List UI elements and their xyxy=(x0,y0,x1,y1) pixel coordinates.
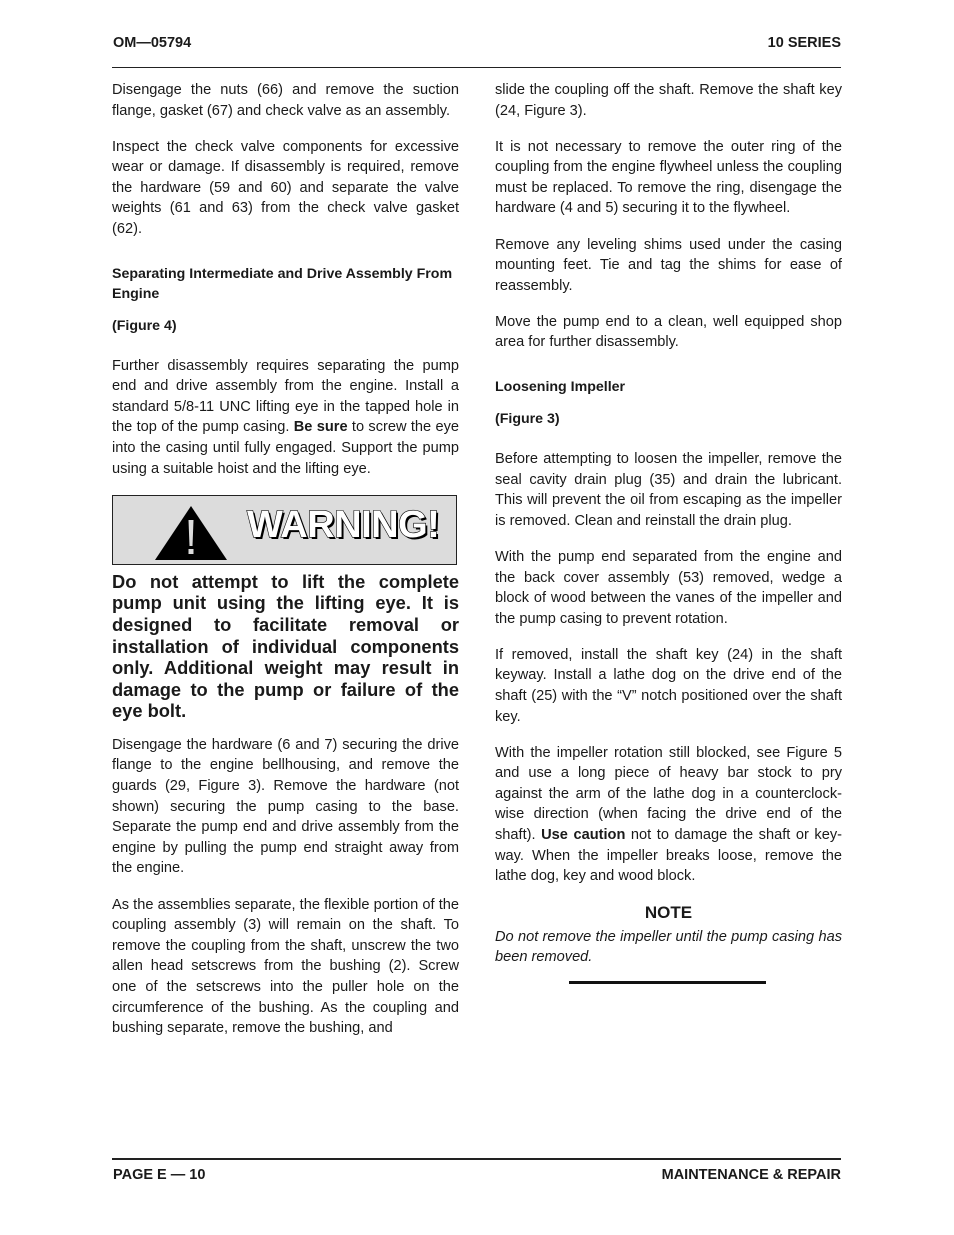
page-number: PAGE E — 10 xyxy=(113,1167,206,1183)
paragraph-coupling: As the assemblies separate, the flexible portion of the coupling assembly (3) will remain on the shaft. To remove the coupling from the shaft, unscrew the two allen head setscrews from the bushing (2). Screw one of the setscrews into the puller hole on the circumference of the bushing. As the coupling and bushing separate, remove the bushing, and xyxy=(112,896,459,1037)
section-heading-separating: Separating Intermediate and Drive Assembly From Engine xyxy=(112,265,453,302)
paragraph-drive-flange: Disengage the hardware (6 and 7) securing the drive flange to the engine bellhousing, and remove the guards (29, Figure 3). Remove the hardware (not shown) securing the pump casing to the base. Separate the pump end and drive assembly from the engine by pulling the pump end straight away from the engine. xyxy=(112,736,459,877)
note-text: Do not remove the impeller until the pump casing has been removed. xyxy=(495,928,842,966)
document-id: OM—05794 xyxy=(113,35,192,51)
section-end-rule xyxy=(569,981,766,984)
warning-message: Do not attempt to lift the complete pump unit using the lifting eye. It is designed to facilitate removal or installation of individual components only. Additional weight may result in damage to the pump or failure of the eye bolt. xyxy=(112,570,459,722)
warning-banner xyxy=(112,495,457,565)
paragraph-drain-plug: Before attempting to loosen the impeller, remove the seal cavity drain plug (35) and drain the lubricant. This will prevent the oil from escaping as the impeller is removed. Clean and reinstall the drain plug. xyxy=(495,451,842,529)
paragraph-pry-bar: With the impeller rotation still blocked, see Figure 5 and use a long piece of heavy bar stock to pry against the arm of the lathe dog in a counterclockwise direction (when facing the drive end of the shaft). Use caution not to damage the shaft or keyway. When the impeller breaks loose, remove the lathe dog, key and wood block. xyxy=(495,744,842,885)
paragraph-outer-ring: It is not necessary to remove the outer ring of the coupling from the engine flywheel unless the coupling must be replaced. To remove the ring, disengage the hardware (4 and 5) securing it to the flywheel. xyxy=(495,138,842,217)
paragraph-shims: Remove any leveling shims used under the casing mounting feet. Tie and tag the shims for ease of reassembly. xyxy=(495,236,842,294)
warning-triangle-icon xyxy=(153,504,229,562)
paragraph-shaft-key: slide the coupling off the shaft. Remove the shaft key (24, Figure 3). xyxy=(495,82,842,119)
section-title: MAINTENANCE & REPAIR xyxy=(661,1167,841,1183)
note-title: NOTE xyxy=(644,902,693,922)
figure-reference-3: (Figure 3) xyxy=(495,411,560,428)
right-column xyxy=(495,80,842,984)
series-title: 10 SERIES xyxy=(767,35,841,51)
left-column xyxy=(112,80,459,1054)
warning-label: WARNING! xyxy=(247,503,440,546)
footer-rule xyxy=(112,1158,841,1160)
section-heading-loosening: Loosening Impeller xyxy=(495,379,626,396)
paragraph-wood-block: With the pump end separated from the engine and the back cover assembly (53) removed, wedge a block of wood between the vanes of the impeller and the pump casing to prevent rotation. xyxy=(495,548,842,627)
use-caution-emphasis: Use caution xyxy=(541,827,626,844)
paragraph-lathe-dog: If removed, install the shaft key (24) in the shaft keyway. Install a lathe dog on the drive end of the shaft (25) with the “V” notch positioned over the shaft key. xyxy=(495,646,842,725)
header-rule xyxy=(112,67,841,68)
paragraph-check-valve: Inspect the check valve components for excessive wear or damage. If disassembly is required, remove the hardware (59 and 60) and separate the valve weights (61 and 63) from the check valve gasket (62). xyxy=(112,138,459,238)
paragraph-shop-area: Move the pump end to a clean, well equipped shop area for further disassembly. xyxy=(495,313,842,351)
paragraph-suction-flange: Disengage the nuts (66) and remove the suction flange, gasket (67) and check valve as an assembly. xyxy=(112,82,459,119)
be-sure-emphasis: Be sure xyxy=(293,419,348,436)
figure-reference-4: (Figure 4) xyxy=(112,317,177,334)
paragraph-lifting-eye: Further disassembly requires separating the pump end and drive assembly from the engine. Install a standard 5/8-11 UNC lifting eye in the tapped hole in the top of the pump casing. Be sure to screw the eye into the casing until fully engaged. Support the pump using a suitable hoist and the lifting eye. xyxy=(112,357,459,477)
